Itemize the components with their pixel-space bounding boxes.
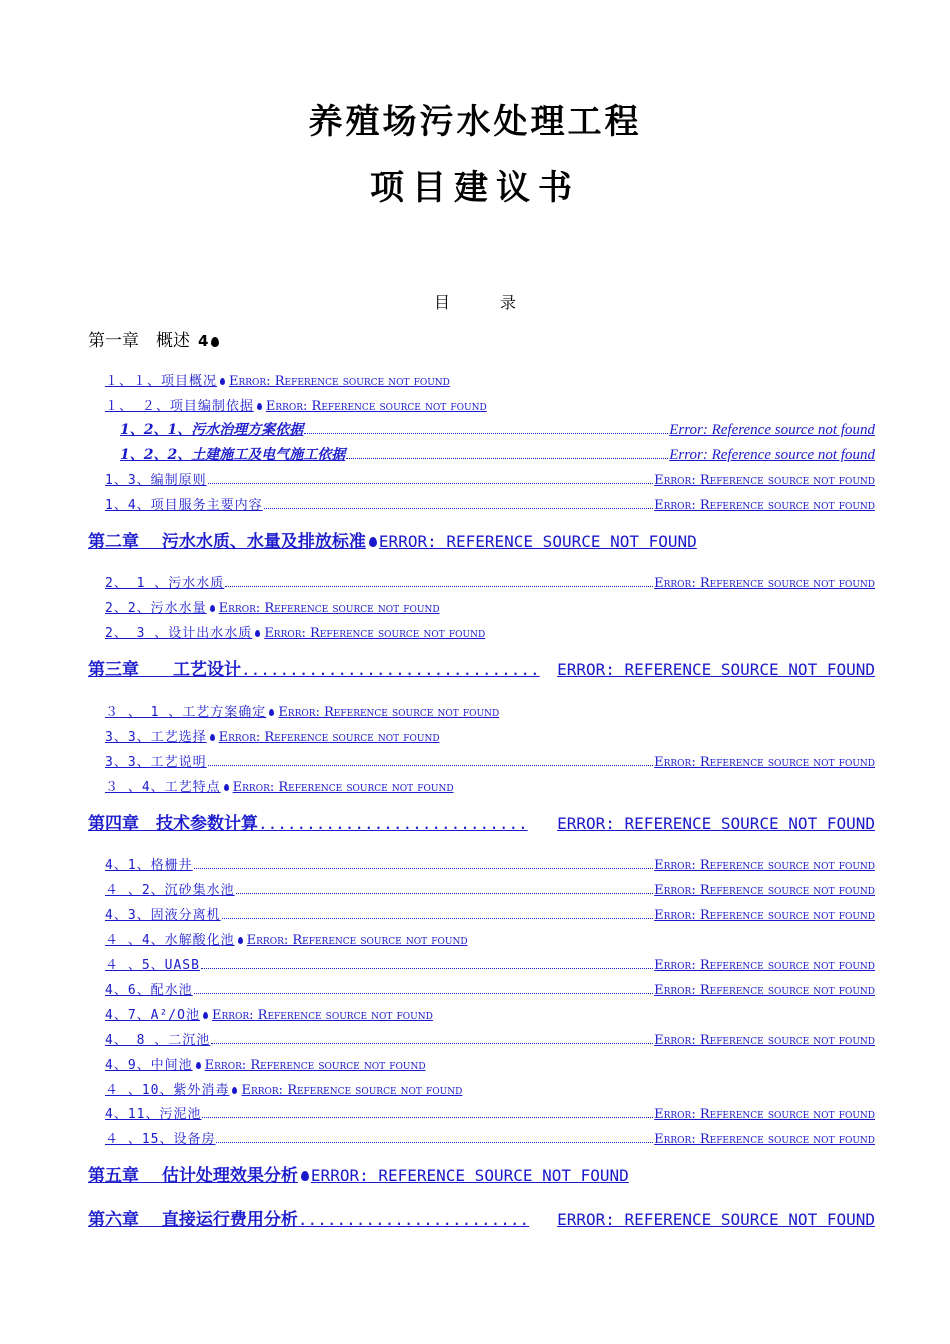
toc-item-page: Error: Reference source not found xyxy=(654,498,875,513)
toc-item-page: Error: Reference source not found xyxy=(232,780,454,795)
toc-item-label: 4、1、格栅井 xyxy=(105,858,193,873)
toc-item-page: Error: Reference source not found xyxy=(654,908,875,923)
toc-heading xyxy=(0,290,950,313)
toc-item-label: 2、2、污水水量 xyxy=(105,601,207,616)
leader-dots xyxy=(216,1142,653,1143)
toc-item-3-2[interactable] xyxy=(105,726,440,745)
leader-dots xyxy=(225,586,653,587)
chapter-page: ERROR: REFERENCE SOURCE NOT FOUND xyxy=(310,1166,629,1185)
toc-item-4-11[interactable] xyxy=(105,1103,875,1122)
toc-item-label: 2、 1 、污水水质 xyxy=(105,576,225,591)
field-marker-icon xyxy=(301,1171,309,1181)
leader-dots xyxy=(346,458,668,459)
field-marker-icon xyxy=(196,1062,201,1069)
toc-chapter-4[interactable] xyxy=(88,809,875,834)
toc-item-label: 4、3、固液分离机 xyxy=(105,908,221,923)
toc-item-label: ４ 、5、UASB xyxy=(105,958,200,973)
field-marker-icon xyxy=(369,537,377,547)
leader-dots xyxy=(201,968,653,969)
toc-item-page: Error: Reference source not found xyxy=(654,883,875,898)
leader-dots xyxy=(208,483,653,484)
leader-dots: ........................ xyxy=(297,1210,530,1229)
field-marker-icon xyxy=(257,403,262,410)
toc-item-4-10[interactable] xyxy=(105,1079,462,1098)
toc-item-page: Error: Reference source not found xyxy=(654,958,875,973)
toc-heading-right: 录 xyxy=(500,293,517,312)
toc-heading-left: 目 xyxy=(433,293,450,312)
field-marker-icon xyxy=(269,709,274,716)
toc-item-page: Error: Reference source not found xyxy=(654,858,875,873)
toc-item-4-15[interactable] xyxy=(105,1128,875,1147)
toc-item-page: Error: Reference source not found xyxy=(669,447,875,463)
toc-item-2-3[interactable] xyxy=(105,622,485,641)
toc-item-label: 1、2、2、土建施工及电气施工依据 xyxy=(120,447,346,463)
leader-dots xyxy=(264,508,653,509)
toc-item-page: Error: Reference source not found xyxy=(264,626,486,641)
toc-item-page: Error: Reference source not found xyxy=(229,374,450,389)
chapter-page: ERROR: REFERENCE SOURCE NOT FOUND xyxy=(557,814,875,833)
toc-chapter-2[interactable] xyxy=(88,527,697,552)
toc-item-page: Error: Reference source not found xyxy=(669,422,875,438)
toc-item-label: ３ 、4、工艺特点 xyxy=(105,780,221,795)
toc-chapter-3[interactable] xyxy=(88,655,875,680)
field-marker-icon xyxy=(224,784,229,791)
toc-chapter-6[interactable] xyxy=(88,1205,875,1230)
toc-item-page: Error: Reference source not found xyxy=(654,1033,875,1048)
chapter-1-label: 第一章 概述 xyxy=(88,331,190,351)
field-marker-icon xyxy=(220,378,225,385)
toc-item-page: Error: Reference source not found xyxy=(654,576,875,591)
toc-item-3-4[interactable] xyxy=(105,776,454,795)
leader-dots: ............................... xyxy=(241,660,540,679)
toc-item-page: Error: Reference source not found xyxy=(265,399,487,414)
field-marker-icon xyxy=(210,605,215,612)
toc-item-1-4[interactable] xyxy=(105,494,875,513)
toc-item-label: ４ 、15、设备房 xyxy=(105,1132,216,1147)
leader-dots xyxy=(194,868,653,869)
toc-item-label: 1、3、编制原则 xyxy=(105,473,207,488)
field-marker-icon xyxy=(211,337,219,347)
chapter-page: ERROR: REFERENCE SOURCE NOT FOUND xyxy=(557,660,875,679)
leader-dots xyxy=(194,993,653,994)
toc-item-1-2[interactable] xyxy=(105,395,487,414)
toc-item-label: ４ 、10、紫外消毒 xyxy=(105,1083,230,1098)
chapter-page: ERROR: REFERENCE SOURCE NOT FOUND xyxy=(378,532,697,551)
field-marker-icon xyxy=(238,937,243,944)
toc-item-label: ４ 、4、水解酸化池 xyxy=(105,933,235,948)
chapter-label: 第三章 工艺设计 xyxy=(88,660,241,680)
toc-item-4-4[interactable] xyxy=(105,929,468,948)
toc-item-page: Error: Reference source not found xyxy=(211,1008,433,1023)
toc-item-4-1[interactable] xyxy=(105,854,875,873)
toc-item-label: 2、 3 、设计出水水质 xyxy=(105,626,253,641)
leader-dots: ............................ xyxy=(258,814,528,833)
toc-item-label: ４ 、2、沉砂集水池 xyxy=(105,883,235,898)
leader-dots xyxy=(211,1043,653,1044)
toc-item-label: １、１、项目概况 xyxy=(105,374,218,389)
toc-item-label: 4、7、A²/O池 xyxy=(105,1008,200,1023)
toc-item-page: Error: Reference source not found xyxy=(654,1132,875,1147)
leader-dots xyxy=(304,433,668,434)
leader-dots xyxy=(222,918,653,919)
toc-item-label: 1、4、项目服务主要内容 xyxy=(105,498,263,513)
toc-item-label: 4、 8 、二沉池 xyxy=(105,1033,211,1048)
toc-item-4-5[interactable] xyxy=(105,954,875,973)
toc-item-1-2-1[interactable] xyxy=(120,419,875,439)
toc-item-page: Error: Reference source not found xyxy=(654,755,875,770)
toc-item-4-9[interactable] xyxy=(105,1054,426,1073)
toc-item-label: 4、11、污泥池 xyxy=(105,1107,202,1122)
toc-item-page: Error: Reference source not found xyxy=(218,601,440,616)
field-marker-icon xyxy=(255,630,260,637)
chapter-label: 第五章 估计处理效果分析 xyxy=(88,1166,298,1186)
toc-item-4-2[interactable] xyxy=(105,879,875,898)
leader-dots xyxy=(236,893,653,894)
toc-item-1-1[interactable] xyxy=(105,370,450,389)
toc-item-page: Error: Reference source not found xyxy=(654,983,875,998)
field-marker-icon xyxy=(210,734,215,741)
toc-item-page: Error: Reference source not found xyxy=(218,730,440,745)
chapter-1-page: 4 xyxy=(198,332,209,350)
toc-chapter-5[interactable] xyxy=(88,1161,629,1186)
toc-item-label: 3、3、工艺说明 xyxy=(105,755,207,770)
toc-item-1-2-2[interactable] xyxy=(120,444,875,464)
toc-item-3-1[interactable] xyxy=(105,701,499,720)
toc-item-page: Error: Reference source not found xyxy=(241,1083,463,1098)
toc-item-page: Error: Reference source not found xyxy=(654,1107,875,1122)
toc-item-label: ３ 、 1 、工艺方案确定 xyxy=(105,705,267,720)
toc-item-1-3[interactable] xyxy=(105,469,875,488)
toc-item-4-8[interactable] xyxy=(105,1029,875,1048)
chapter-label: 第二章 污水水质、水量及排放标准 xyxy=(88,532,366,552)
toc-item-page: Error: Reference source not found xyxy=(204,1058,426,1073)
toc-item-4-7[interactable] xyxy=(105,1004,433,1023)
document-title: 养殖场污水处理工程 xyxy=(308,102,642,142)
leader-dots xyxy=(208,765,653,766)
field-marker-icon xyxy=(232,1087,237,1094)
toc-item-page: Error: Reference source not found xyxy=(246,933,468,948)
toc-item-page: Error: Reference source not found xyxy=(654,473,875,488)
chapter-page: ERROR: REFERENCE SOURCE NOT FOUND xyxy=(557,1210,875,1229)
toc-item-3-3[interactable] xyxy=(105,751,875,770)
field-marker-icon xyxy=(203,1012,208,1019)
toc-item-label: 3、3、工艺选择 xyxy=(105,730,207,745)
toc-item-label: １、 ２、项目编制依据 xyxy=(105,399,254,414)
toc-item-4-6[interactable] xyxy=(105,979,875,998)
toc-item-label: 1、2、1、污水治理方案依据 xyxy=(120,422,304,438)
leader-dots xyxy=(202,1117,653,1118)
toc-item-2-2[interactable] xyxy=(105,597,440,616)
chapter-label: 第四章 技术参数计算 xyxy=(88,814,258,834)
toc-item-4-3[interactable] xyxy=(105,904,875,923)
chapter-label: 第六章 直接运行费用分析 xyxy=(88,1210,298,1230)
document-subtitle: 项目建议书 xyxy=(370,168,580,208)
toc-item-label: 4、6、配水池 xyxy=(105,983,193,998)
toc-item-2-1[interactable] xyxy=(105,572,875,591)
toc-item-label: 4、9、中间池 xyxy=(105,1058,193,1073)
toc-item-page: Error: Reference source not found xyxy=(278,705,500,720)
toc-chapter-1[interactable] xyxy=(88,326,221,351)
